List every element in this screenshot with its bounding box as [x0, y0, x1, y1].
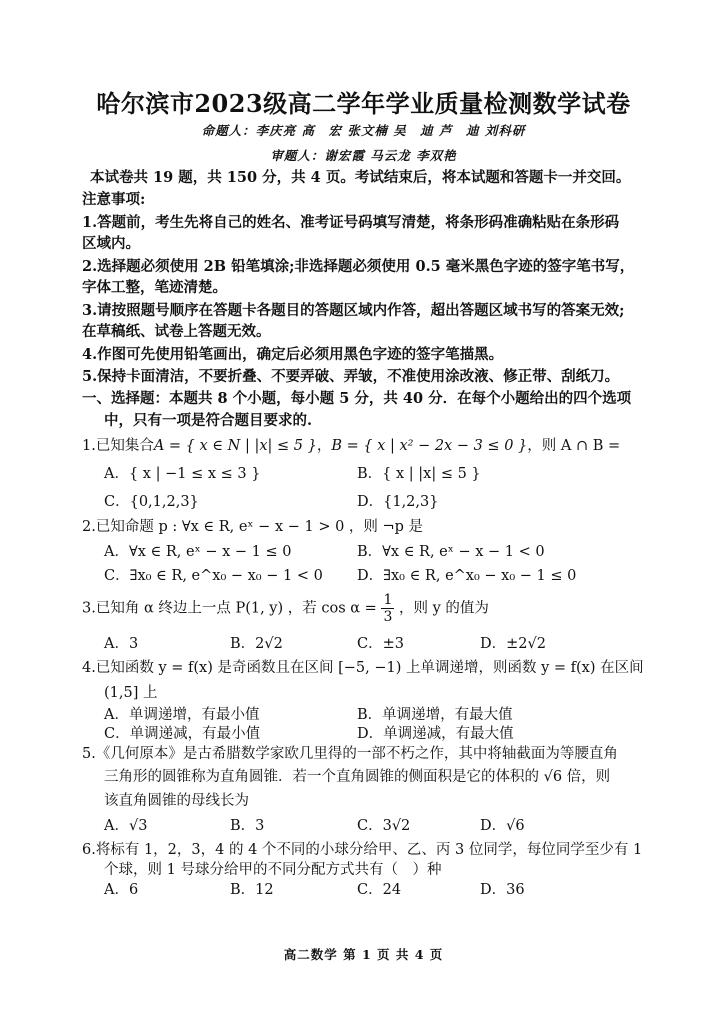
writers-line: 命题人：李庆亮 高 宏 张文楠 吴 迪 芦 迪 刘科研 — [201, 123, 526, 138]
q4-option-d[interactable]: D．单调递减，有最大值 — [357, 726, 514, 742]
notice-item-2a: 2.选择题必须使用 2B 铅笔填涂;非选择题必须使用 0.5 毫米黑色字迹的签字笔书写， — [82, 258, 635, 275]
q1-sep: ， — [316, 438, 332, 454]
q6-option-b[interactable]: B．12 — [230, 882, 274, 898]
notice-item-4: 4.作图可先使用铅笔画出，确定后必须用黑色字迹的签字笔描黑。 — [82, 346, 504, 363]
question-6-line2: 个球，则 1 号球分给甲的不同分配方式共有（ ）种 — [104, 862, 442, 878]
q1-option-a[interactable]: A．{ x | −1 ≤ x ≤ 3 } — [104, 466, 261, 482]
q1-prefix: 1.已知集合 — [82, 438, 154, 454]
q4-option-a[interactable]: A．单调递增，有最小值 — [104, 707, 260, 723]
q6-option-d[interactable]: D．36 — [480, 882, 525, 898]
q5-option-d[interactable]: D．√6 — [480, 818, 525, 834]
section-heading-line2: 中，只有一项是符合题目要求的. — [104, 412, 313, 429]
question-6-line1: 6.将标有 1，2，3，4 的 4 个不同的小球分给甲、乙、丙 3 位同学，每位同学至少有 1 — [82, 842, 643, 858]
intro-text: 本试卷共 19 题，共 150 分，共 4 页。考试结束后，将本试题和答题卡一并交回。 — [90, 169, 631, 186]
q3-frac-den: 3 — [383, 609, 393, 625]
question-4-line2: (1,5] 上 — [104, 685, 158, 701]
question-3-stem — [82, 592, 489, 625]
notice-item-2b: 字体工整，笔迹清楚。 — [82, 279, 227, 296]
q6-option-a[interactable]: A．6 — [104, 882, 139, 898]
reviewers-line: 审题人：谢宏霞 马云龙 李双艳 — [270, 148, 457, 163]
q3-option-c[interactable]: C．±3 — [357, 636, 404, 652]
page-footer: 高二数学 第 1 页 共 4 页 — [283, 947, 444, 962]
q2-option-c[interactable]: C．∃x₀ ∈ R, e^x₀ − x₀ − 1 < 0 — [104, 568, 323, 584]
exam-title: 哈尔滨市2023级高二学年学业质量检测数学试卷 — [96, 89, 631, 118]
q3-option-a[interactable]: A．3 — [104, 636, 139, 652]
question-1-stem — [82, 434, 620, 455]
notice-item-5: 5.保持卡面清洁，不要折叠、不要弄破、弄皱，不准使用涂改液、修正带、刮纸刀。 — [82, 368, 620, 385]
q4-option-b[interactable]: B．单调递增，有最大值 — [357, 707, 513, 723]
question-5-line3: 该直角圆锥的母线长为 — [104, 793, 249, 809]
notice-item-1b: 区域内。 — [82, 235, 140, 252]
notice-item-3b: 在草稿纸、试卷上答题无效。 — [82, 323, 271, 340]
q2-option-b[interactable]: B．∀x ∈ R, eˣ − x − 1 < 0 — [357, 544, 545, 560]
q3-option-d[interactable]: D．±2√2 — [480, 636, 546, 652]
q5-option-b[interactable]: B．3 — [230, 818, 265, 834]
question-2-stem: 2.已知命题 p : ∀x ∈ R, eˣ − x − 1 > 0 ，则 ¬p 是 — [82, 519, 424, 535]
question-4-line1: 4.已知函数 y = f(x) 是奇函数且在区间 [−5, −1) 上单调递增，则函数 y = f(x) 在区间 — [82, 660, 644, 676]
question-5-line1: 5.《几何原本》是古希腊数学家欧几里得的一部不朽之作，其中将轴截面为等腰直角 — [82, 746, 618, 762]
q3-suffix: ，则 y 的值为 — [398, 600, 489, 617]
q3-option-b[interactable]: B．2√2 — [230, 636, 283, 652]
q4-option-c[interactable]: C．单调递减，有最小值 — [104, 726, 261, 742]
notice-item-1a: 1.答题前，考生先将自己的姓名、准考证号码填写清楚，将条形码准确粘贴在条形码 — [82, 214, 620, 231]
q1-set-b: B = { x | x² − 2x − 3 ≤ 0 } — [331, 438, 528, 454]
q1-option-d[interactable]: D．{1,2,3} — [357, 494, 439, 510]
q1-option-c[interactable]: C．{0,1,2,3} — [104, 494, 199, 510]
q1-option-b[interactable]: B．{ x | |x| ≤ 5 } — [357, 466, 481, 482]
q1-ask: ，则 A ∩ B = — [527, 438, 621, 454]
q1-set-a: A = { x ∈ N | |x| ≤ 5 } — [153, 438, 317, 454]
q3-fraction — [381, 592, 394, 625]
section-heading-line1: 一、选择题：本题共 8 个小题，每小题 5 分，共 40 分．在每个小题给出的四个选项 — [82, 390, 632, 407]
q5-option-c[interactable]: C．3√2 — [357, 818, 411, 834]
q3-frac-num: 1 — [383, 592, 393, 608]
q2-option-d[interactable]: D．∃x₀ ∈ R, e^x₀ − x₀ − 1 ≤ 0 — [357, 568, 577, 584]
question-5-line2: 三角形的圆锥称为直角圆锥．若一个直角圆锥的侧面积是它的体积的 √6 倍，则 — [104, 769, 611, 785]
q5-option-a[interactable]: A．√3 — [104, 818, 148, 834]
q2-option-a[interactable]: A．∀x ∈ R, eˣ − x − 1 ≤ 0 — [104, 544, 292, 560]
notice-item-3a: 3.请按照题号顺序在答题卡各题目的答题区域内作答，超出答题区域书写的答案无效; — [82, 302, 625, 319]
q3-prefix: 3.已知角 α 终边上一点 P(1, y) ，若 cos α = — [82, 600, 377, 617]
q6-option-c[interactable]: C．24 — [357, 882, 402, 898]
notice-heading: 注意事项: — [82, 191, 146, 208]
